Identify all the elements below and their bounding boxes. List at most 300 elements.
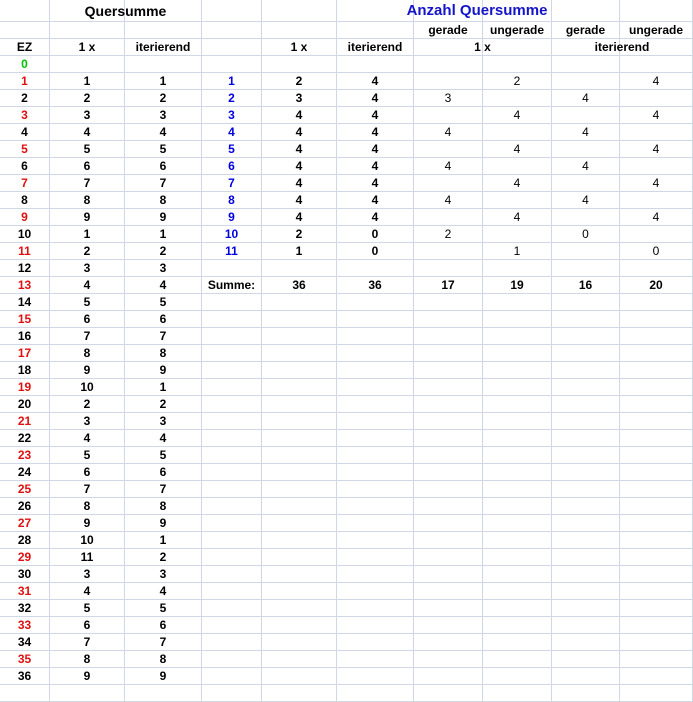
empty-cell[interactable] — [50, 685, 125, 702]
empty-cell[interactable] — [202, 600, 262, 617]
ez-cell[interactable]: 7 — [0, 175, 50, 192]
gerade-1x-cell[interactable] — [414, 73, 483, 90]
ungerade-1x-cell[interactable] — [483, 90, 552, 107]
quersumme-1x-cell[interactable]: 9 — [50, 209, 125, 226]
anzahl-iterierend-cell[interactable]: 4 — [337, 107, 414, 124]
empty-cell[interactable] — [202, 56, 262, 73]
empty-cell[interactable] — [414, 430, 483, 447]
gerade-iterierend-cell[interactable]: 4 — [552, 192, 620, 209]
empty-cell[interactable] — [202, 583, 262, 600]
empty-cell[interactable] — [202, 260, 262, 277]
quersumme-iterierend-cell[interactable]: 6 — [125, 158, 202, 175]
empty-cell[interactable] — [414, 634, 483, 651]
quersumme-iterierend-cell[interactable]: 9 — [125, 209, 202, 226]
empty-cell[interactable] — [262, 566, 337, 583]
empty-cell[interactable] — [552, 515, 620, 532]
ungerade-1x-cell[interactable]: 4 — [483, 209, 552, 226]
empty-cell[interactable] — [262, 464, 337, 481]
header-group-iterierend[interactable]: iterierend — [552, 39, 693, 56]
gerade-1x-cell[interactable] — [414, 243, 483, 260]
empty-cell[interactable] — [262, 515, 337, 532]
empty-cell[interactable] — [620, 498, 693, 515]
empty-cell[interactable] — [337, 617, 414, 634]
empty-cell[interactable] — [414, 668, 483, 685]
empty-cell[interactable] — [202, 447, 262, 464]
empty-cell[interactable] — [620, 634, 693, 651]
summe-1x[interactable]: 36 — [262, 277, 337, 294]
empty-cell[interactable] — [262, 651, 337, 668]
empty-cell[interactable] — [414, 566, 483, 583]
empty-cell[interactable] — [262, 532, 337, 549]
gerade-iterierend-cell[interactable]: 4 — [552, 158, 620, 175]
ez-cell[interactable]: 13 — [0, 277, 50, 294]
anzahl-qs-cell[interactable]: 5 — [202, 141, 262, 158]
anzahl-iterierend-cell[interactable]: 4 — [337, 90, 414, 107]
ungerade-iterierend-cell[interactable] — [620, 90, 693, 107]
ez-cell[interactable]: 14 — [0, 294, 50, 311]
header-group-1x[interactable]: 1 x — [414, 39, 552, 56]
empty-cell[interactable] — [262, 362, 337, 379]
ez-cell[interactable]: 11 — [0, 243, 50, 260]
empty-cell[interactable] — [337, 345, 414, 362]
empty-cell[interactable] — [620, 294, 693, 311]
empty-cell[interactable] — [262, 583, 337, 600]
gerade-iterierend-cell[interactable] — [552, 73, 620, 90]
empty-cell[interactable] — [202, 481, 262, 498]
quersumme-iterierend-cell[interactable]: 9 — [125, 668, 202, 685]
gerade-iterierend-cell[interactable]: 4 — [552, 124, 620, 141]
quersumme-iterierend-cell[interactable]: 5 — [125, 141, 202, 158]
empty-cell[interactable] — [483, 634, 552, 651]
empty-cell[interactable] — [552, 583, 620, 600]
ez-cell[interactable]: 30 — [0, 566, 50, 583]
ez-cell[interactable]: 0 — [0, 56, 50, 73]
empty-cell[interactable] — [483, 549, 552, 566]
anzahl-qs-cell[interactable]: 8 — [202, 192, 262, 209]
header-gerade-1x[interactable]: gerade — [414, 22, 483, 39]
empty-cell[interactable] — [620, 583, 693, 600]
gerade-iterierend-cell[interactable] — [552, 243, 620, 260]
quersumme-1x-cell[interactable]: 9 — [50, 515, 125, 532]
quersumme-iterierend-cell[interactable]: 5 — [125, 447, 202, 464]
empty-cell[interactable] — [202, 362, 262, 379]
empty-cell[interactable] — [262, 481, 337, 498]
empty-cell[interactable] — [125, 22, 202, 39]
header-ez[interactable]: EZ — [0, 39, 50, 56]
anzahl-iterierend-cell[interactable]: 4 — [337, 73, 414, 90]
ungerade-iterierend-cell[interactable] — [620, 192, 693, 209]
empty-cell[interactable] — [414, 498, 483, 515]
empty-cell[interactable] — [552, 668, 620, 685]
ez-cell[interactable]: 3 — [0, 107, 50, 124]
ez-cell[interactable]: 2 — [0, 90, 50, 107]
empty-cell[interactable] — [0, 685, 50, 702]
quersumme-1x-cell[interactable] — [50, 56, 125, 73]
empty-cell[interactable] — [483, 481, 552, 498]
empty-cell[interactable] — [262, 447, 337, 464]
quersumme-iterierend-cell[interactable]: 8 — [125, 651, 202, 668]
quersumme-1x-cell[interactable]: 4 — [50, 124, 125, 141]
empty-cell[interactable] — [620, 549, 693, 566]
header-anzahl-1x[interactable]: 1 x — [262, 39, 337, 56]
anzahl-1x-cell[interactable]: 4 — [262, 192, 337, 209]
ungerade-1x-cell[interactable]: 4 — [483, 107, 552, 124]
empty-cell[interactable] — [483, 566, 552, 583]
ez-cell[interactable]: 17 — [0, 345, 50, 362]
ez-cell[interactable]: 15 — [0, 311, 50, 328]
anzahl-iterierend-cell[interactable]: 4 — [337, 124, 414, 141]
gerade-iterierend-cell[interactable] — [552, 175, 620, 192]
empty-cell[interactable] — [262, 668, 337, 685]
ez-cell[interactable]: 6 — [0, 158, 50, 175]
quersumme-1x-cell[interactable]: 3 — [50, 566, 125, 583]
quersumme-1x-cell[interactable]: 3 — [50, 413, 125, 430]
ez-cell[interactable]: 12 — [0, 260, 50, 277]
ez-cell[interactable]: 24 — [0, 464, 50, 481]
quersumme-iterierend-cell[interactable]: 6 — [125, 464, 202, 481]
quersumme-iterierend-cell[interactable]: 6 — [125, 617, 202, 634]
empty-cell[interactable] — [262, 22, 337, 39]
ungerade-1x-cell[interactable]: 1 — [483, 243, 552, 260]
quersumme-1x-cell[interactable]: 2 — [50, 243, 125, 260]
empty-cell[interactable] — [620, 260, 693, 277]
empty-cell[interactable] — [202, 685, 262, 702]
empty-cell[interactable] — [620, 617, 693, 634]
gerade-1x-cell[interactable]: 3 — [414, 90, 483, 107]
summe-label[interactable]: Summe: — [202, 277, 262, 294]
empty-cell[interactable] — [483, 396, 552, 413]
empty-cell[interactable] — [483, 379, 552, 396]
ez-cell[interactable]: 28 — [0, 532, 50, 549]
empty-cell[interactable] — [202, 22, 262, 39]
empty-cell[interactable] — [552, 532, 620, 549]
empty-cell[interactable] — [337, 328, 414, 345]
quersumme-iterierend-cell[interactable]: 8 — [125, 498, 202, 515]
quersumme-iterierend-cell[interactable]: 2 — [125, 243, 202, 260]
quersumme-1x-cell[interactable]: 4 — [50, 583, 125, 600]
quersumme-1x-cell[interactable]: 4 — [50, 430, 125, 447]
empty-cell[interactable] — [414, 447, 483, 464]
empty-cell[interactable] — [414, 464, 483, 481]
anzahl-1x-cell[interactable]: 4 — [262, 209, 337, 226]
quersumme-1x-cell[interactable]: 8 — [50, 651, 125, 668]
empty-cell[interactable] — [552, 549, 620, 566]
empty-cell[interactable] — [620, 379, 693, 396]
quersumme-iterierend-cell[interactable]: 6 — [125, 311, 202, 328]
empty-cell[interactable] — [483, 260, 552, 277]
summe-gerade-1x[interactable]: 17 — [414, 277, 483, 294]
empty-cell[interactable] — [620, 651, 693, 668]
quersumme-iterierend-cell[interactable]: 3 — [125, 413, 202, 430]
empty-cell[interactable] — [552, 600, 620, 617]
empty-cell[interactable] — [337, 311, 414, 328]
empty-cell[interactable] — [483, 685, 552, 702]
header-gerade-iterierend[interactable]: gerade — [552, 22, 620, 39]
empty-cell[interactable] — [337, 668, 414, 685]
empty-cell[interactable] — [337, 515, 414, 532]
empty-cell[interactable] — [262, 430, 337, 447]
quersumme-1x-cell[interactable]: 5 — [50, 141, 125, 158]
summe-ungerade-1x[interactable]: 19 — [483, 277, 552, 294]
empty-cell[interactable] — [202, 464, 262, 481]
ez-cell[interactable]: 25 — [0, 481, 50, 498]
ez-cell[interactable]: 32 — [0, 600, 50, 617]
quersumme-1x-cell[interactable]: 7 — [50, 328, 125, 345]
empty-cell[interactable] — [337, 413, 414, 430]
empty-cell[interactable] — [552, 481, 620, 498]
empty-cell[interactable] — [414, 311, 483, 328]
ungerade-iterierend-cell[interactable]: 4 — [620, 209, 693, 226]
empty-cell[interactable] — [414, 56, 483, 73]
quersumme-1x-cell[interactable]: 8 — [50, 192, 125, 209]
empty-cell[interactable] — [414, 532, 483, 549]
empty-cell[interactable] — [552, 294, 620, 311]
anzahl-qs-cell[interactable]: 3 — [202, 107, 262, 124]
empty-cell[interactable] — [620, 668, 693, 685]
quersumme-iterierend-cell[interactable]: 2 — [125, 396, 202, 413]
quersumme-iterierend-cell[interactable]: 7 — [125, 481, 202, 498]
empty-cell[interactable] — [0, 0, 50, 22]
ungerade-iterierend-cell[interactable] — [620, 158, 693, 175]
empty-cell[interactable] — [483, 498, 552, 515]
empty-cell[interactable] — [552, 430, 620, 447]
quersumme-1x-cell[interactable]: 6 — [50, 311, 125, 328]
empty-cell[interactable] — [552, 634, 620, 651]
empty-cell[interactable] — [262, 328, 337, 345]
quersumme-1x-cell[interactable]: 6 — [50, 158, 125, 175]
empty-cell[interactable] — [414, 328, 483, 345]
anzahl-1x-cell[interactable]: 3 — [262, 90, 337, 107]
empty-cell[interactable] — [483, 345, 552, 362]
quersumme-iterierend-cell[interactable]: 3 — [125, 107, 202, 124]
quersumme-1x-cell[interactable]: 1 — [50, 73, 125, 90]
empty-cell[interactable] — [620, 311, 693, 328]
ez-cell[interactable]: 4 — [0, 124, 50, 141]
empty-cell[interactable] — [262, 634, 337, 651]
empty-cell[interactable] — [202, 515, 262, 532]
quersumme-1x-cell[interactable]: 4 — [50, 277, 125, 294]
empty-cell[interactable] — [414, 549, 483, 566]
empty-cell[interactable] — [414, 651, 483, 668]
empty-cell[interactable] — [483, 362, 552, 379]
quersumme-iterierend-cell[interactable]: 4 — [125, 277, 202, 294]
ez-cell[interactable]: 29 — [0, 549, 50, 566]
quersumme-iterierend-cell[interactable]: 1 — [125, 379, 202, 396]
anzahl-iterierend-cell[interactable]: 0 — [337, 226, 414, 243]
empty-cell[interactable] — [262, 549, 337, 566]
quersumme-iterierend-cell[interactable]: 2 — [125, 549, 202, 566]
empty-cell[interactable] — [337, 22, 414, 39]
anzahl-qs-cell[interactable]: 2 — [202, 90, 262, 107]
gerade-iterierend-cell[interactable]: 0 — [552, 226, 620, 243]
quersumme-iterierend-cell[interactable] — [125, 56, 202, 73]
quersumme-1x-cell[interactable]: 6 — [50, 464, 125, 481]
empty-cell[interactable] — [262, 498, 337, 515]
gerade-1x-cell[interactable]: 4 — [414, 192, 483, 209]
empty-cell[interactable] — [414, 617, 483, 634]
summe-iterierend[interactable]: 36 — [337, 277, 414, 294]
empty-cell[interactable] — [262, 600, 337, 617]
empty-cell[interactable] — [552, 413, 620, 430]
summe-ungerade-iterierend[interactable]: 20 — [620, 277, 693, 294]
empty-cell[interactable] — [620, 515, 693, 532]
empty-cell[interactable] — [414, 379, 483, 396]
gerade-iterierend-cell[interactable] — [552, 107, 620, 124]
anzahl-qs-cell[interactable]: 7 — [202, 175, 262, 192]
gerade-1x-cell[interactable] — [414, 107, 483, 124]
empty-cell[interactable] — [337, 464, 414, 481]
quersumme-iterierend-cell[interactable]: 1 — [125, 73, 202, 90]
anzahl-iterierend-cell[interactable]: 4 — [337, 141, 414, 158]
quersumme-iterierend-cell[interactable]: 3 — [125, 260, 202, 277]
empty-cell[interactable] — [620, 56, 693, 73]
anzahl-qs-cell[interactable]: 11 — [202, 243, 262, 260]
empty-cell[interactable] — [414, 345, 483, 362]
anzahl-qs-cell[interactable]: 9 — [202, 209, 262, 226]
ungerade-iterierend-cell[interactable] — [620, 124, 693, 141]
gerade-1x-cell[interactable]: 2 — [414, 226, 483, 243]
empty-cell[interactable] — [202, 413, 262, 430]
anzahl-1x-cell[interactable]: 2 — [262, 73, 337, 90]
quersumme-1x-cell[interactable]: 10 — [50, 532, 125, 549]
summe-gerade-iterierend[interactable]: 16 — [552, 277, 620, 294]
empty-cell[interactable] — [0, 22, 50, 39]
empty-cell[interactable] — [620, 600, 693, 617]
gerade-iterierend-cell[interactable] — [552, 141, 620, 158]
anzahl-iterierend-cell[interactable]: 4 — [337, 158, 414, 175]
anzahl-1x-cell[interactable]: 4 — [262, 141, 337, 158]
ez-cell[interactable]: 5 — [0, 141, 50, 158]
quersumme-iterierend-cell[interactable]: 4 — [125, 124, 202, 141]
quersumme-1x-cell[interactable]: 5 — [50, 294, 125, 311]
quersumme-iterierend-cell[interactable]: 2 — [125, 90, 202, 107]
anzahl-qs-cell[interactable]: 10 — [202, 226, 262, 243]
ungerade-iterierend-cell[interactable]: 4 — [620, 73, 693, 90]
empty-cell[interactable] — [202, 39, 262, 56]
quersumme-1x-cell[interactable]: 11 — [50, 549, 125, 566]
quersumme-iterierend-cell[interactable]: 4 — [125, 583, 202, 600]
ez-cell[interactable]: 10 — [0, 226, 50, 243]
empty-cell[interactable] — [414, 583, 483, 600]
gerade-1x-cell[interactable] — [414, 141, 483, 158]
empty-cell[interactable] — [262, 413, 337, 430]
empty-cell[interactable] — [262, 294, 337, 311]
empty-cell[interactable] — [337, 498, 414, 515]
empty-cell[interactable] — [202, 379, 262, 396]
quersumme-1x-cell[interactable]: 1 — [50, 226, 125, 243]
empty-cell[interactable] — [337, 634, 414, 651]
ez-cell[interactable]: 35 — [0, 651, 50, 668]
empty-cell[interactable] — [414, 685, 483, 702]
quersumme-iterierend-cell[interactable]: 8 — [125, 192, 202, 209]
empty-cell[interactable] — [483, 328, 552, 345]
empty-cell[interactable] — [552, 498, 620, 515]
header-ungerade-1x[interactable]: ungerade — [483, 22, 552, 39]
empty-cell[interactable] — [483, 464, 552, 481]
empty-cell[interactable] — [620, 532, 693, 549]
empty-cell[interactable] — [337, 56, 414, 73]
empty-cell[interactable] — [552, 447, 620, 464]
anzahl-1x-cell[interactable]: 4 — [262, 107, 337, 124]
empty-cell[interactable] — [552, 328, 620, 345]
empty-cell[interactable] — [337, 600, 414, 617]
empty-cell[interactable] — [414, 396, 483, 413]
quersumme-1x-cell[interactable]: 5 — [50, 447, 125, 464]
ez-cell[interactable]: 21 — [0, 413, 50, 430]
ez-cell[interactable]: 36 — [0, 668, 50, 685]
anzahl-qs-cell[interactable]: 1 — [202, 73, 262, 90]
gerade-1x-cell[interactable] — [414, 209, 483, 226]
empty-cell[interactable] — [202, 566, 262, 583]
anzahl-qs-cell[interactable]: 4 — [202, 124, 262, 141]
empty-cell[interactable] — [620, 430, 693, 447]
quersumme-1x-cell[interactable]: 7 — [50, 175, 125, 192]
empty-cell[interactable] — [620, 362, 693, 379]
empty-cell[interactable] — [552, 685, 620, 702]
ez-cell[interactable]: 23 — [0, 447, 50, 464]
empty-cell[interactable] — [262, 345, 337, 362]
empty-cell[interactable] — [337, 566, 414, 583]
empty-cell[interactable] — [414, 294, 483, 311]
empty-cell[interactable] — [202, 396, 262, 413]
empty-cell[interactable] — [414, 481, 483, 498]
empty-cell[interactable] — [620, 464, 693, 481]
ez-cell[interactable]: 31 — [0, 583, 50, 600]
empty-cell[interactable] — [337, 685, 414, 702]
anzahl-1x-cell[interactable]: 2 — [262, 226, 337, 243]
empty-cell[interactable] — [483, 651, 552, 668]
gerade-iterierend-cell[interactable]: 4 — [552, 90, 620, 107]
quersumme-1x-cell[interactable]: 2 — [50, 396, 125, 413]
quersumme-iterierend-cell[interactable]: 7 — [125, 175, 202, 192]
ez-cell[interactable]: 27 — [0, 515, 50, 532]
empty-cell[interactable] — [620, 413, 693, 430]
empty-cell[interactable] — [414, 515, 483, 532]
quersumme-1x-cell[interactable]: 9 — [50, 668, 125, 685]
header-iterierend[interactable]: iterierend — [125, 39, 202, 56]
ez-cell[interactable]: 20 — [0, 396, 50, 413]
quersumme-1x-cell[interactable]: 3 — [50, 107, 125, 124]
empty-cell[interactable] — [620, 345, 693, 362]
anzahl-iterierend-cell[interactable]: 4 — [337, 192, 414, 209]
empty-cell[interactable] — [202, 617, 262, 634]
ez-cell[interactable]: 1 — [0, 73, 50, 90]
anzahl-1x-cell[interactable]: 1 — [262, 243, 337, 260]
ungerade-1x-cell[interactable] — [483, 226, 552, 243]
ungerade-1x-cell[interactable] — [483, 192, 552, 209]
empty-cell[interactable] — [552, 56, 620, 73]
ungerade-1x-cell[interactable] — [483, 124, 552, 141]
empty-cell[interactable] — [337, 583, 414, 600]
gerade-1x-cell[interactable] — [414, 175, 483, 192]
empty-cell[interactable] — [50, 22, 125, 39]
quersumme-iterierend-cell[interactable]: 8 — [125, 345, 202, 362]
ez-cell[interactable]: 26 — [0, 498, 50, 515]
ungerade-1x-cell[interactable]: 2 — [483, 73, 552, 90]
empty-cell[interactable] — [414, 600, 483, 617]
empty-cell[interactable] — [337, 260, 414, 277]
empty-cell[interactable] — [202, 0, 262, 22]
empty-cell[interactable] — [337, 651, 414, 668]
ungerade-iterierend-cell[interactable]: 4 — [620, 175, 693, 192]
empty-cell[interactable] — [414, 362, 483, 379]
empty-cell[interactable] — [620, 481, 693, 498]
title-quersumme[interactable]: Quersumme — [50, 0, 202, 22]
empty-cell[interactable] — [483, 447, 552, 464]
empty-cell[interactable] — [262, 56, 337, 73]
empty-cell[interactable] — [262, 379, 337, 396]
empty-cell[interactable] — [202, 668, 262, 685]
